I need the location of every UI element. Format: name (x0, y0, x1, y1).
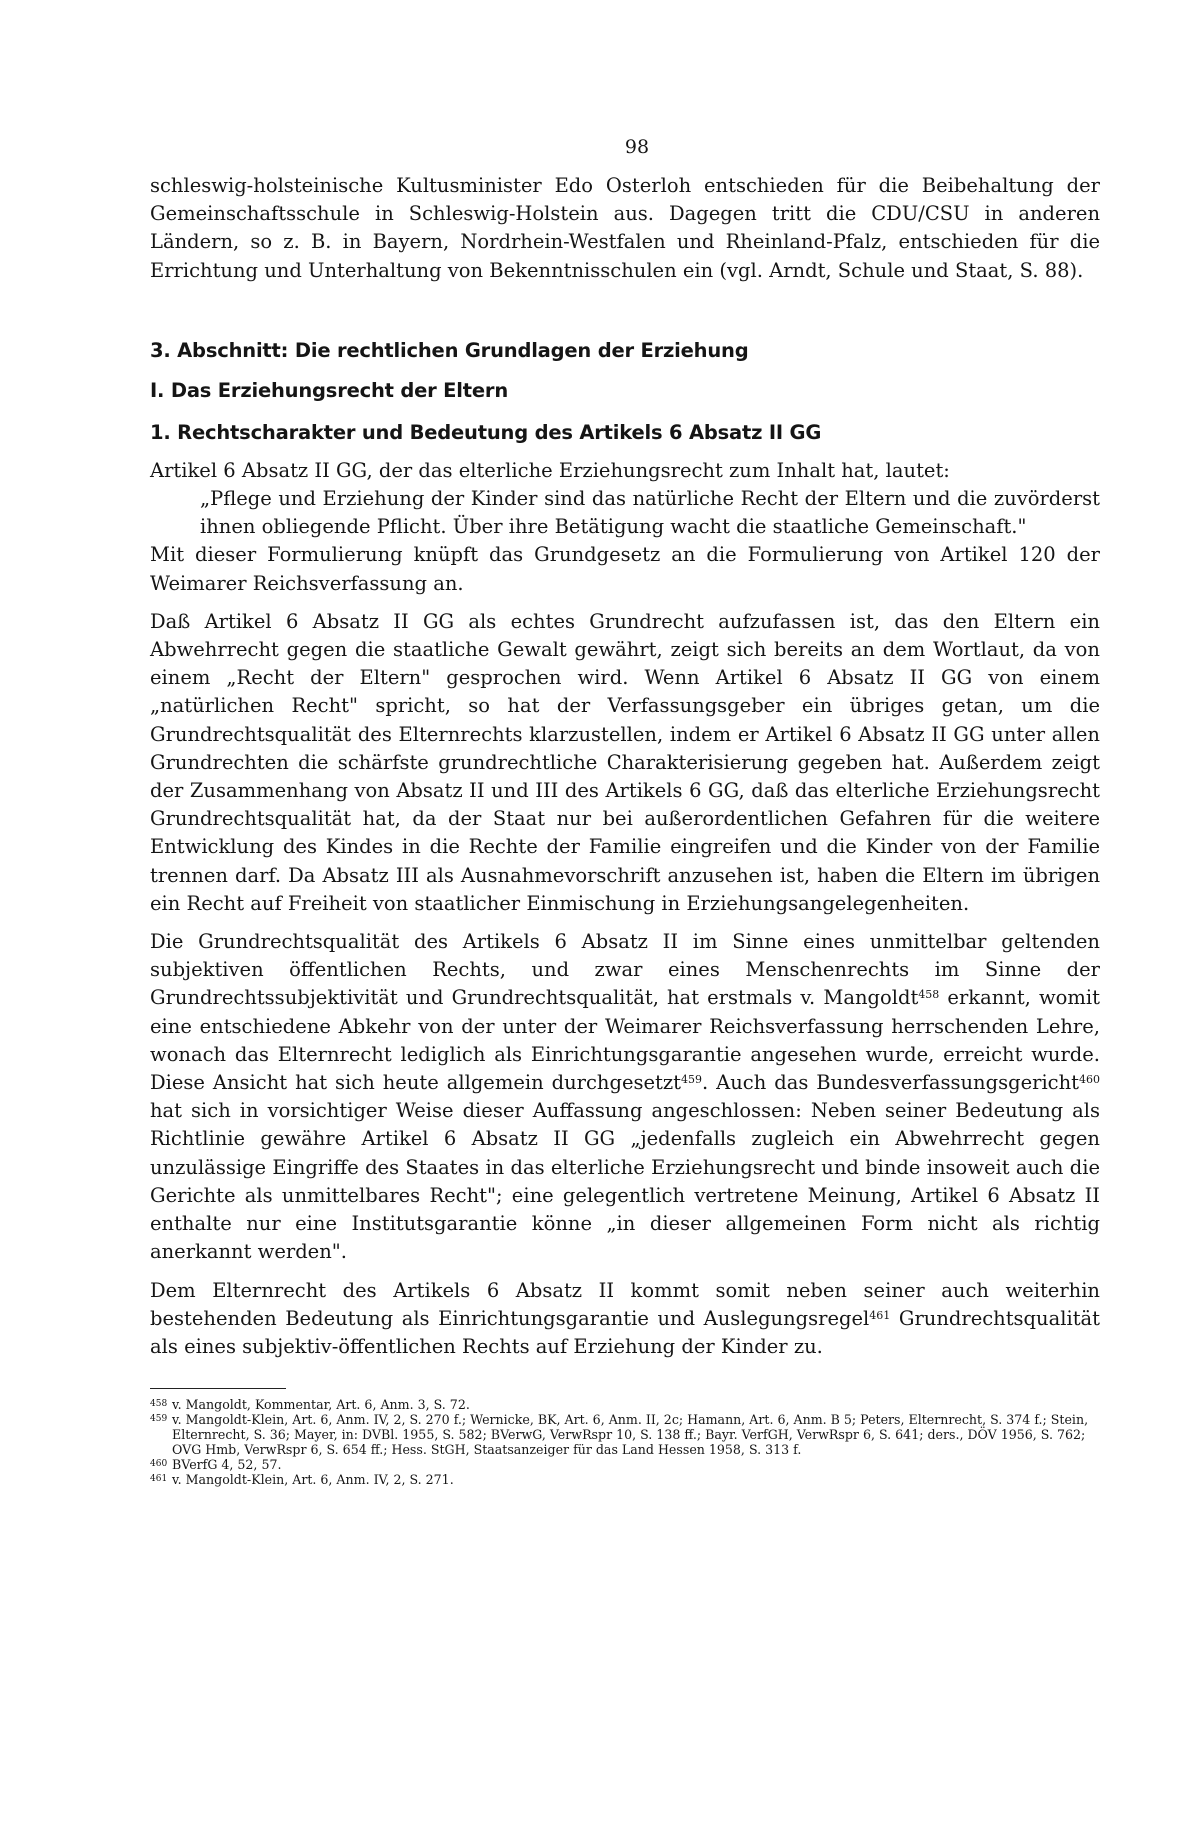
footnote-mark: 460 (150, 1459, 168, 1470)
body-paragraph-5 (150, 1277, 1100, 1362)
footnote-ref-458: 458 (918, 988, 940, 1002)
text-segment: erkannt, womit eine entschiedene Abkehr von der unter der Weimarer Reichsverfassung herrschenden Lehre, wonach das Elternrecht lediglich als Einrichtungsgarantie angesehen wurde, erreicht wurde. Diese Ansicht hat sich heute allgemein durchgesetzt (150, 986, 1100, 1095)
footnote-text: BVerfG 4, 52, 57. (172, 1457, 282, 1473)
block-quote: „Pflege und Erziehung der Kinder sind das natürliche Recht der Eltern und die zuvörderst ihnen obliegende Pflicht. Über ihre Betätigung wacht die staatliche Gemeinschaft." (200, 487, 1100, 539)
footnote (150, 1397, 1100, 1412)
footnote-ref-461: 461 (869, 1308, 891, 1322)
footnote-separator (150, 1388, 286, 1389)
page-number: 98 (624, 136, 650, 158)
body-paragraph-3: Daß Artikel 6 Absatz II GG als echtes Grundrecht aufzufassen ist, das den Eltern ein Abwehrrecht gegen die staatliche Gewalt gewährt, zeigt sich bereits an dem Wortlaut, da von einem „Recht der Eltern" gesprochen wird. Wenn Artikel 6 Absatz II GG von einem „natürlichen Recht" spricht, so hat der Verfassungsgeber ein übriges getan, um die Grundrechtsqualität des Elternrechts klarzustellen, indem er Artikel 6 Absatz II GG unter allen Grundrechten die schärfste grundrechtliche Charakterisierung gegeben hat. Außerdem zeigt der Zusammenhang von Absatz II und III des Artikels 6 GG, daß das elterliche Erziehungsrecht Grundrechtsqualität hat, da der Staat nur bei außerordentlichen Gefahren für die weitere Entwicklung des Kindes in die Rechte der Familie eingreifen und die Kinder von der Familie trennen darf. Da Absatz III als Ausnahmevorschrift anzusehen ist, haben die Eltern im übrigen ein Recht auf Freiheit von staatlicher Einmischung in Erziehungsangelegenheiten. (150, 609, 1100, 915)
footnote-ref-460: 460 (1079, 1073, 1101, 1087)
footnote (150, 1412, 1100, 1457)
footnote-text: v. Mangoldt, Kommentar, Art. 6, Anm. 3, S. 72. (172, 1397, 470, 1413)
part-heading: I. Das Erziehungsrecht der Eltern (150, 378, 509, 402)
subsection-heading: 1. Rechtscharakter und Bedeutung des Artikels 6 Absatz II GG (150, 420, 822, 444)
document-page (150, 136, 1100, 1487)
text-segment: hat sich in vorsichtiger Weise dieser Auffassung angeschlossen: Neben seiner Bedeutung als Richtlinie gewähre Artikel 6 Absatz II GG „jedenfalls zugleich ein Abwehrrecht gegen unzulässige Eingriffe des Staates in das elterliche Erziehungsrecht und binde insoweit auch die Gerichte als unmittelbares Recht"; eine gelegentlich vertretene Meinung, Artikel 6 Absatz II enthalte nur eine Institutsgarantie könne „in dieser allgemeinen Form nicht als richtig anerkannt werden". (150, 1099, 1100, 1264)
body-paragraph-4 (150, 928, 1100, 1266)
footnote-mark: 461 (150, 1474, 168, 1485)
section-heading: 3. Abschnitt: Die rechtlichen Grundlagen der Erziehung (150, 338, 749, 362)
footnote (150, 1457, 1100, 1472)
footnote-mark: 459 (150, 1414, 168, 1425)
text-segment: Dem Elternrecht des Artikels 6 Absatz II kommt somit neben seiner auch weiterhin bestehenden Bedeutung als Einrichtungsgarantie und Auslegungsregel (150, 1278, 1100, 1330)
footnote-ref-459: 459 (680, 1073, 702, 1087)
footnote-mark: 458 (150, 1399, 168, 1410)
text-segment: . Auch das Bundesverfassungsgericht (701, 1071, 1080, 1095)
body-paragraph-1: Artikel 6 Absatz II GG, der das elterliche Erziehungsrecht zum Inhalt hat, lautet: (150, 458, 950, 482)
intro-paragraph: schleswig-holsteinische Kultusminister Edo Osterloh entschieden für die Beibehaltung der Gemeinschaftsschule in Schleswig-Holstein aus. Dagegen tritt die CDU/CSU in anderen Ländern, so z. B. in Bayern, Nordrhein-Westfalen und Rheinland-Pfalz, entschieden für die Errichtung und Unterhaltung von Bekenntnisschulen ein (vgl. Arndt, Schule und Staat, S. 88). (150, 174, 1100, 282)
footnote (150, 1472, 1100, 1487)
body-paragraph-2: Mit dieser Formulierung knüpft das Grundgesetz an die Formulierung von Artikel 120 der Weimarer Reichsverfassung an. (150, 543, 1100, 595)
footnote-text: v. Mangoldt-Klein, Art. 6, Anm. IV, 2, S. 271. (172, 1472, 454, 1488)
text-segment: Grundrechtsqualität als eines subjektiv-öffentlichen Rechts auf Erziehung der Kinder zu. (150, 1306, 1101, 1358)
footnote-text: v. Mangoldt-Klein, Art. 6, Anm. IV, 2, S. 270 f.; Wernicke, BK, Art. 6, Anm. II, 2c; Hamann, Art. 6, Anm. B 5; Peters, Elternrecht, S. 374 f.; Stein, Elternrecht, S. 36; Mayer, in: DVBl. 1955, S. 582; BVerwG, VerwRspr 10, S. 138 ff.; Bayr. VerfGH, VerwRspr 6, S. 641; ders., DÖV 1956, S. 762; OVG Hmb, VerwRspr 6, S. 654 ff.; Hess. StGH, Staatsanzeiger für das Land Hessen 1958, S. 313 f. (172, 1412, 1089, 1458)
text-segment: Die Grundrechtsqualität des Artikels 6 Absatz II im Sinne eines unmittelbar geltenden subjektiven öffentlichen Rechts, und zwar eines Menschenrechts im Sinne der Grundrechtssubjektivität und Grundrechtsqualität, hat erstmals v. Mangoldt (150, 930, 1100, 1010)
